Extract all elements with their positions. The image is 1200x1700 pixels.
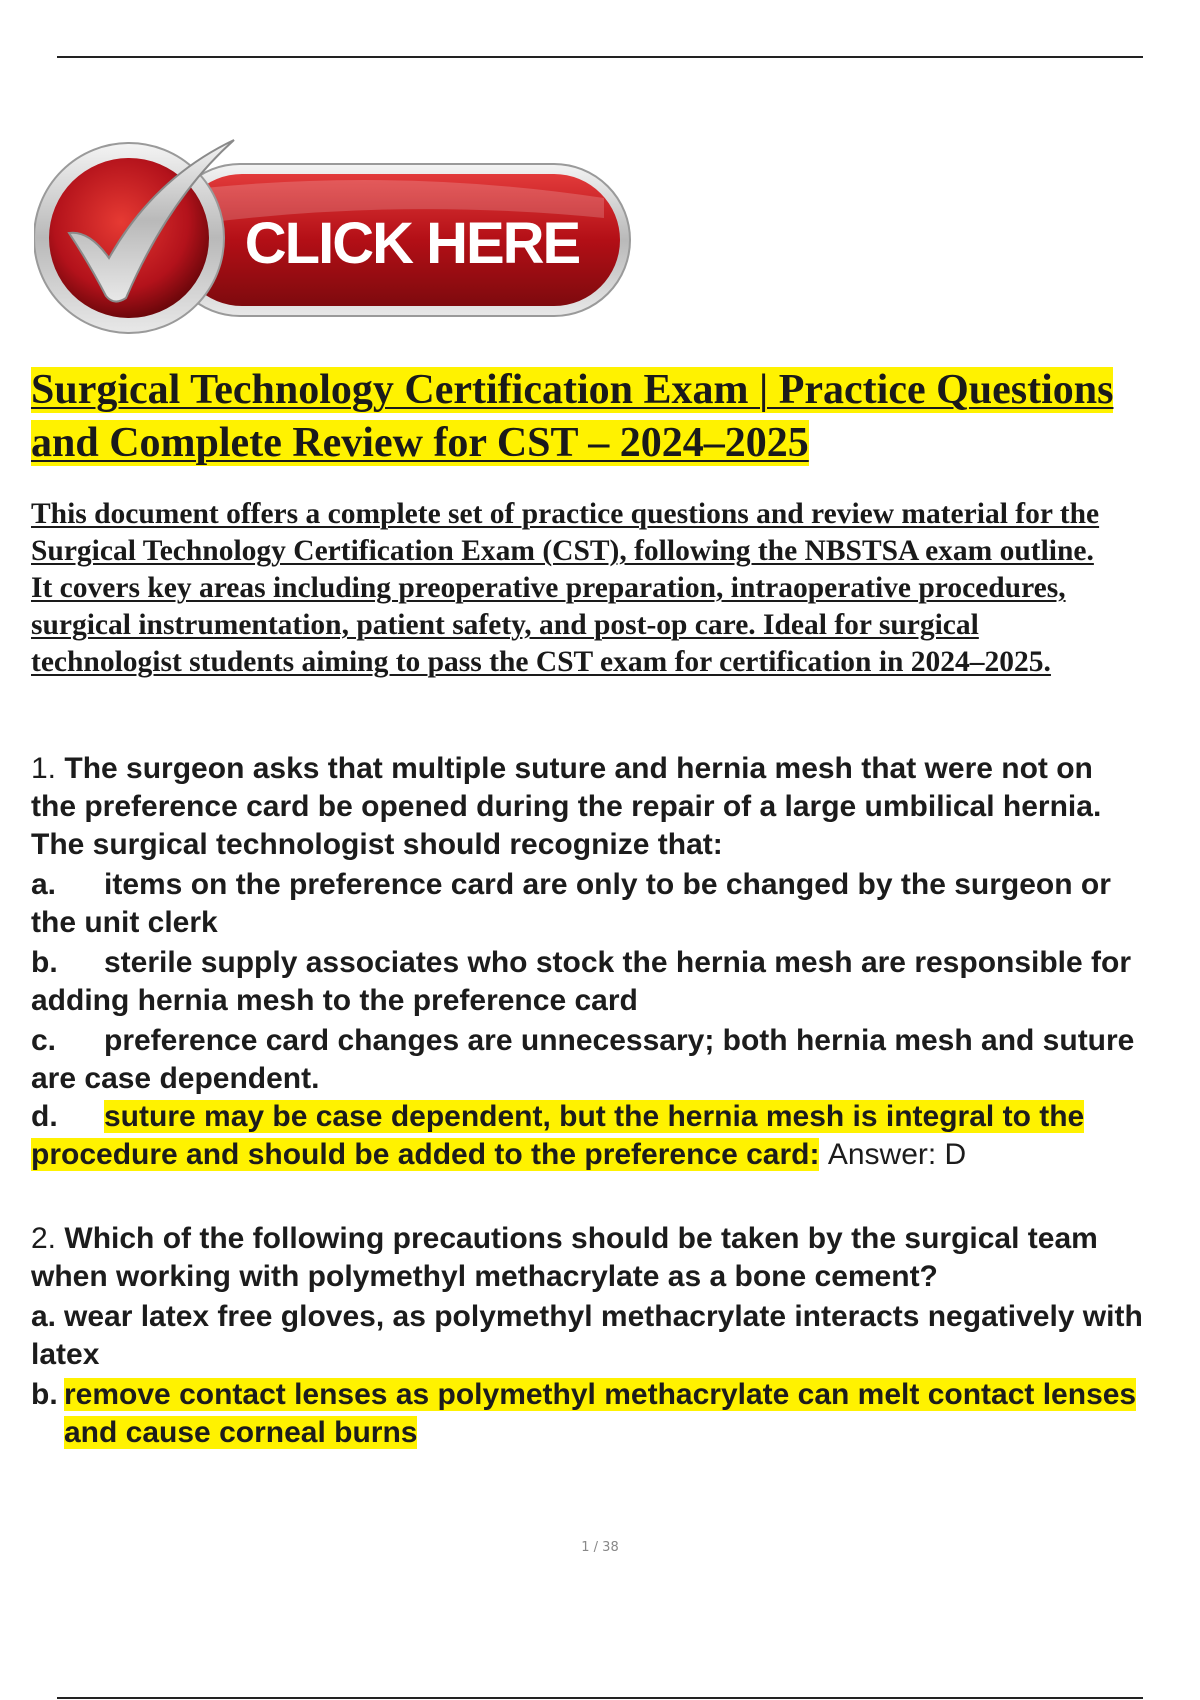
title-line-2: and Complete Review for CST – 2024–2025	[31, 420, 809, 466]
option-a	[31, 866, 1200, 942]
bottom-rule	[57, 1697, 1143, 1699]
click-here-label: CLICK HERE	[244, 211, 580, 276]
click-here-button[interactable]	[34, 138, 634, 338]
question-number: 1.	[31, 752, 57, 785]
intro-line: This document offers a complete set of practice questions and review material for the	[31, 498, 1100, 530]
question-2	[31, 1220, 1200, 1452]
question-stem-line: The surgical technologist should recognize that:	[31, 828, 723, 861]
question-stem-line: The surgeon asks that multiple suture and hernia mesh that were not on	[64, 752, 1093, 785]
option-b	[31, 1376, 1200, 1452]
option-a	[31, 1298, 1200, 1374]
question-stem-line: Which of the following precautions should be taken by the surgical team	[64, 1222, 1098, 1255]
intro-line: surgical instrumentation, patient safety, and post-op care. Ideal for surgical	[31, 609, 979, 641]
option-text: the unit clerk	[31, 906, 218, 939]
option-text: are case dependent.	[31, 1062, 320, 1095]
intro-paragraph	[31, 496, 1200, 681]
intro-line: technologist students aiming to pass the CST exam for certification in 2024–2025.	[31, 646, 1051, 678]
option-letter: a.	[31, 868, 57, 901]
page-number: 1 / 38	[581, 1540, 619, 1555]
option-text: latex	[31, 1338, 100, 1371]
option-text: sterile supply associates who stock the hernia mesh are responsible for	[104, 946, 1132, 979]
option-letter: b.	[31, 946, 58, 979]
intro-line: It covers key areas including preoperative preparation, intraoperative procedures,	[31, 572, 1066, 604]
option-text: preference card changes are unnecessary; both hernia mesh and suture	[104, 1024, 1135, 1057]
option-b	[31, 944, 1200, 1020]
option-text: wear latex free gloves, as polymethyl methacrylate interacts negatively with	[64, 1300, 1143, 1333]
option-d	[31, 1098, 1200, 1174]
question-stem-line: when working with polymethyl methacrylate as a bone cement?	[31, 1260, 938, 1293]
option-text-highlighted: and cause corneal burns	[64, 1416, 418, 1449]
intro-line: Surgical Technology Certification Exam (CST), following the NBSTSA exam outline.	[31, 535, 1094, 567]
option-letter: d.	[31, 1100, 58, 1133]
option-text-highlighted: suture may be case dependent, but the hernia mesh is integral to the	[104, 1100, 1085, 1133]
answer-label: Answer: D	[827, 1138, 967, 1171]
option-letter: b.	[31, 1378, 58, 1411]
question-1	[31, 750, 1200, 1174]
option-text: items on the preference card are only to be changed by the surgeon or	[104, 868, 1111, 901]
top-rule	[57, 56, 1143, 58]
title-line-1: Surgical Technology Certification Exam | Practice Questions	[31, 367, 1114, 413]
option-text-highlighted: remove contact lenses as polymethyl methacrylate can melt contact lenses	[64, 1378, 1137, 1411]
document-title	[31, 364, 1181, 470]
option-c	[31, 1022, 1200, 1098]
question-stem-line: the preference card be opened during the repair of a large umbilical hernia.	[31, 790, 1102, 823]
option-text: adding hernia mesh to the preference card	[31, 984, 638, 1017]
question-number: 2.	[31, 1222, 57, 1255]
option-letter: c.	[31, 1024, 57, 1057]
option-letter: a.	[31, 1300, 57, 1333]
option-text-highlighted: procedure and should be added to the preference card:	[31, 1138, 820, 1171]
